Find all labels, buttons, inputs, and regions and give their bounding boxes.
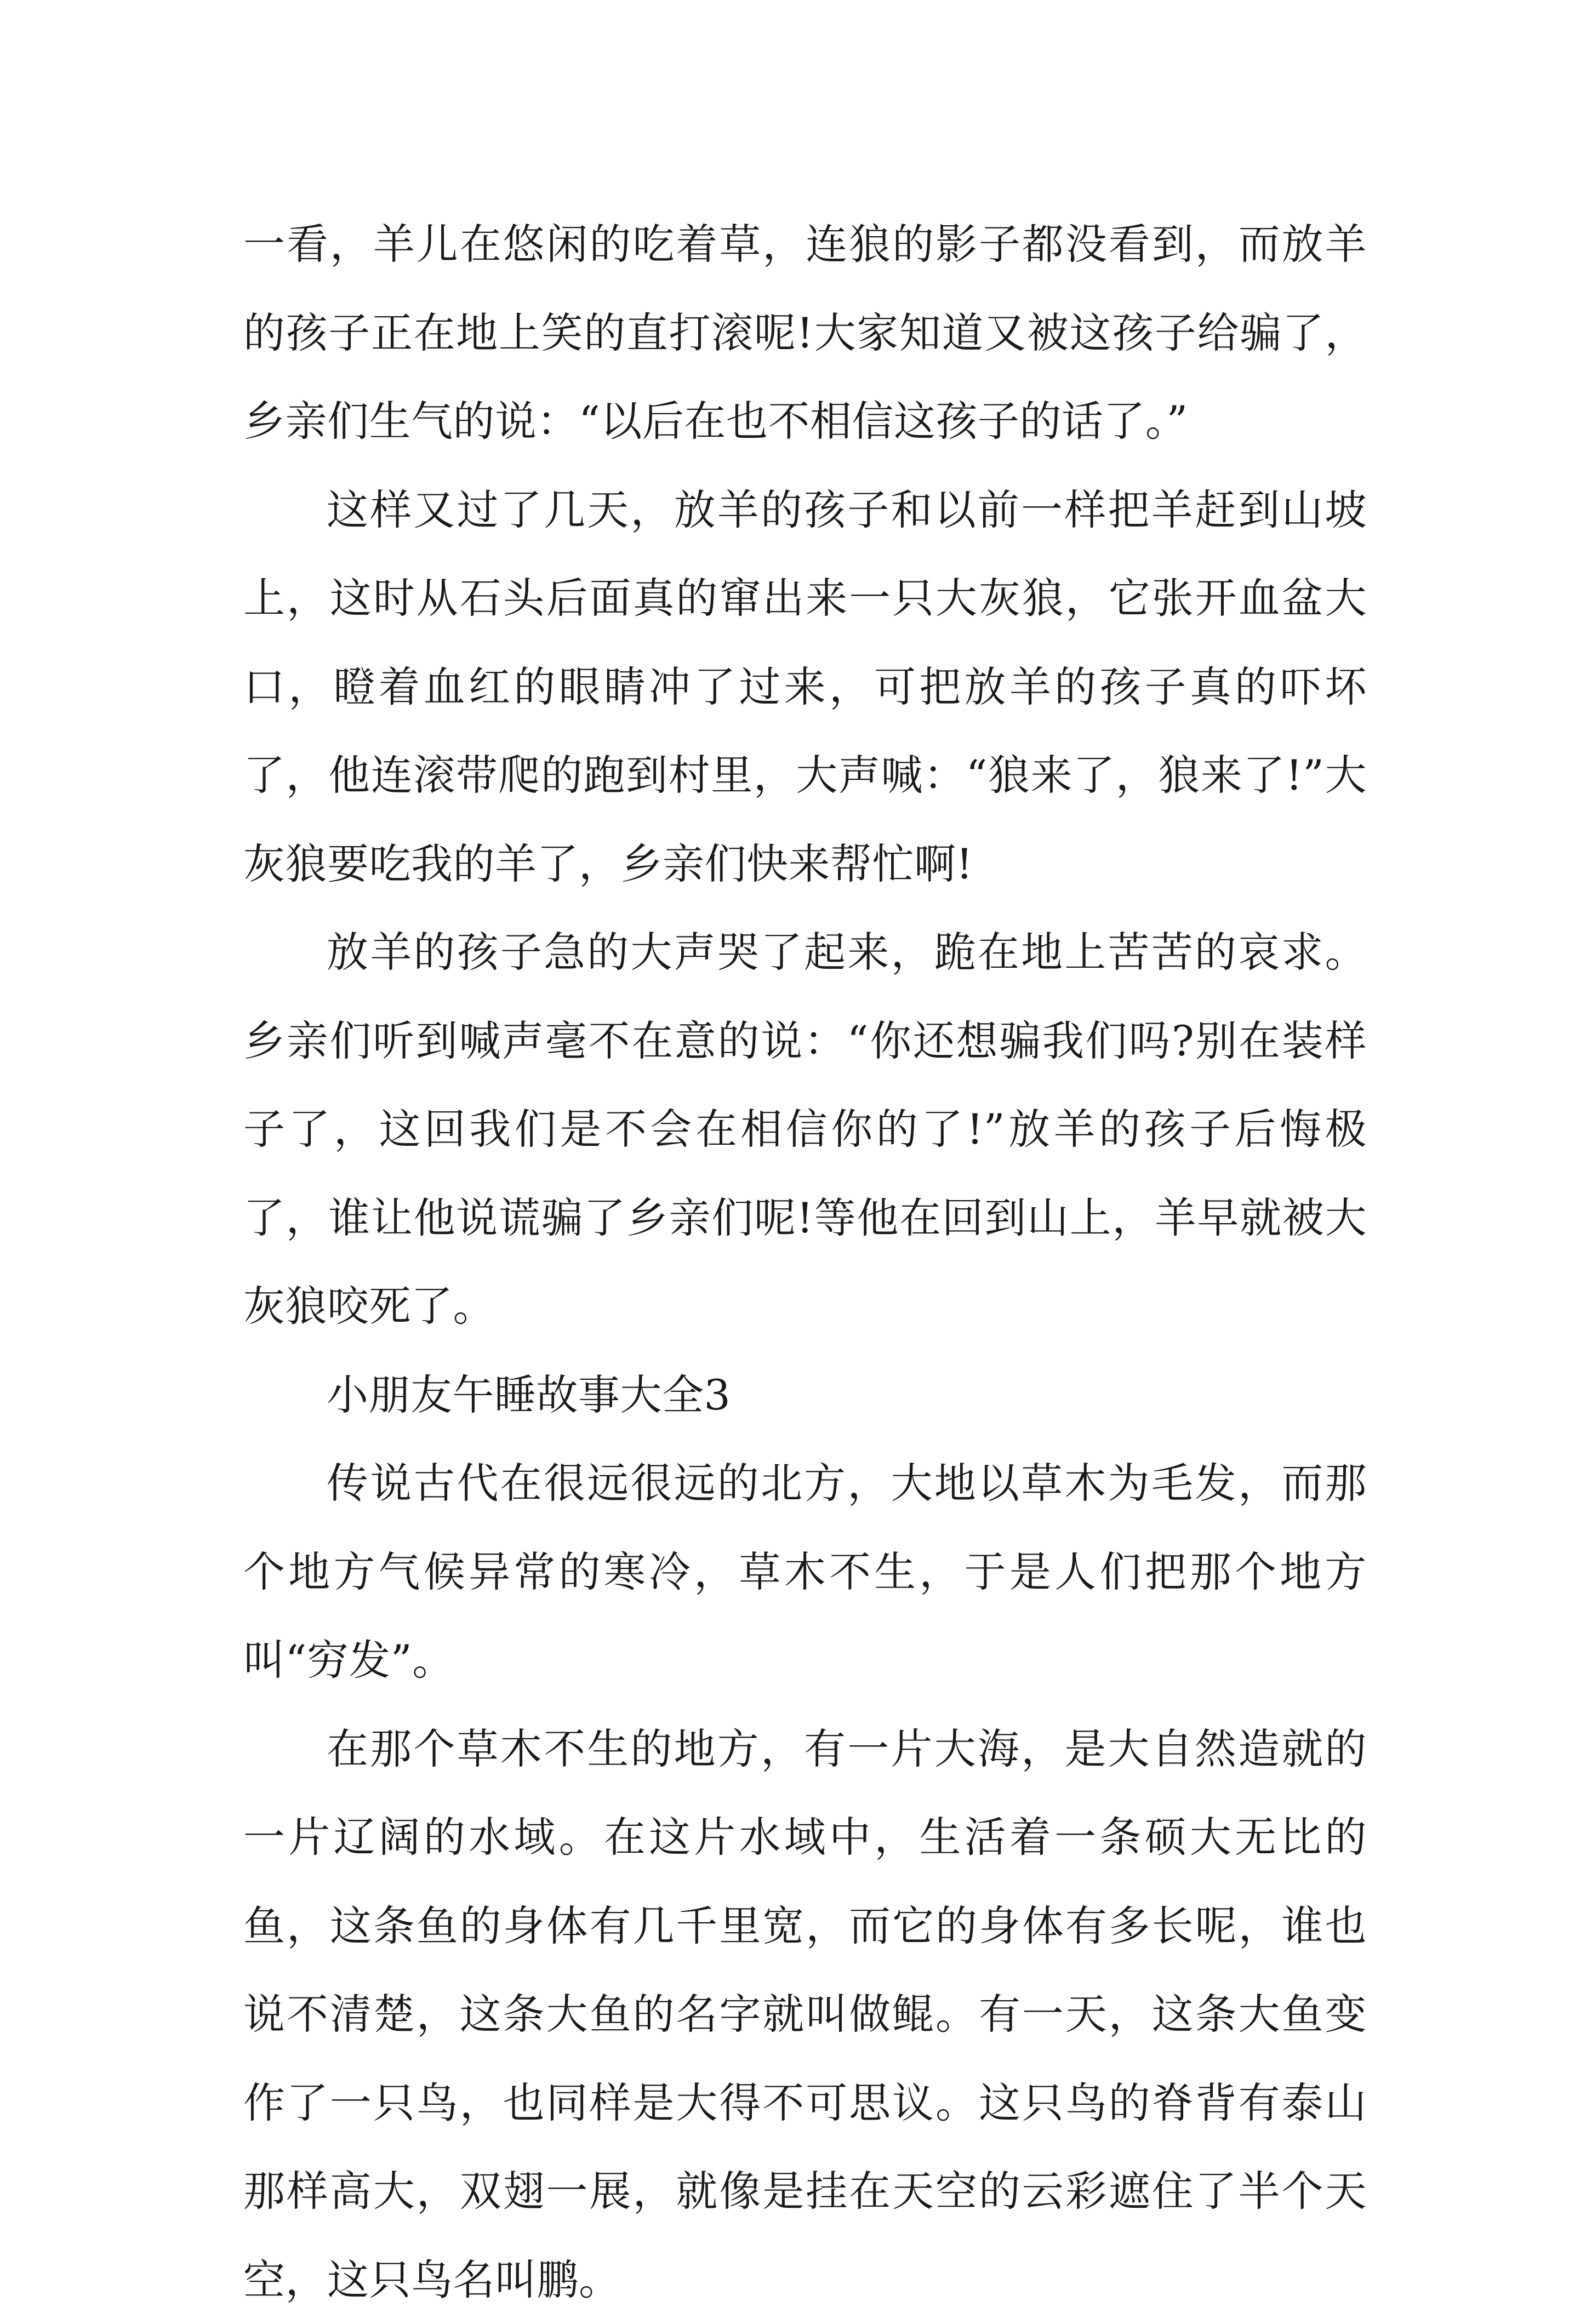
- section-heading: 小朋友午睡故事大全3: [243, 1351, 1367, 1440]
- document-body: [243, 200, 1367, 2324]
- paragraph-4: 传说古代在很远很远的北方，大地以草木为毛发，而那个地方气候异常的寒冷，草木不生，于是人们把那个地方叫“穷发”。: [243, 1439, 1367, 1705]
- paragraph-5: 在那个草木不生的地方，有一片大海，是大自然造就的一片辽阔的水域。在这片水域中，生活着一条硕大无比的鱼，这条鱼的身体有几千里宽，而它的身体有多长呢，谁也说不清楚，这条大鱼的名字就叫做鲲。有一天，这条大鱼变作了一只鸟，也同样是大得不可思议。这只鸟的脊背有泰山那样高大，双翅一展，就像是挂在天空的云彩遮住了半个天空，这只鸟名叫鹏。: [243, 1705, 1367, 2324]
- paragraph-2: 这样又过了几天，放羊的孩子和以前一样把羊赶到山坡上，这时从石头后面真的窜出来一只大灰狼，它张开血盆大口，瞪着血红的眼睛冲了过来，可把放羊的孩子真的吓坏了，他连滚带爬的跑到村里，大声喊：“狼来了，狼来了!”大灰狼要吃我的羊了，乡亲们快来帮忙啊!: [243, 466, 1367, 909]
- paragraph-3: 放羊的孩子急的大声哭了起来，跪在地上苦苦的哀求。乡亲们听到喊声毫不在意的说：“你还想骗我们吗?别在装样子了，这回我们是不会在相信你的了!”放羊的孩子后悔极了，谁让他说谎骗了乡亲们呢!等他在回到山上，羊早就被大灰狼咬死了。: [243, 908, 1367, 1351]
- paragraph-1: 一看，羊儿在悠闲的吃着草，连狼的影子都没看到，而放羊的孩子正在地上笑的直打滚呢!大家知道又被这孩子给骗了，乡亲们生气的说：“以后在也不相信这孩子的话了。”: [243, 200, 1367, 466]
